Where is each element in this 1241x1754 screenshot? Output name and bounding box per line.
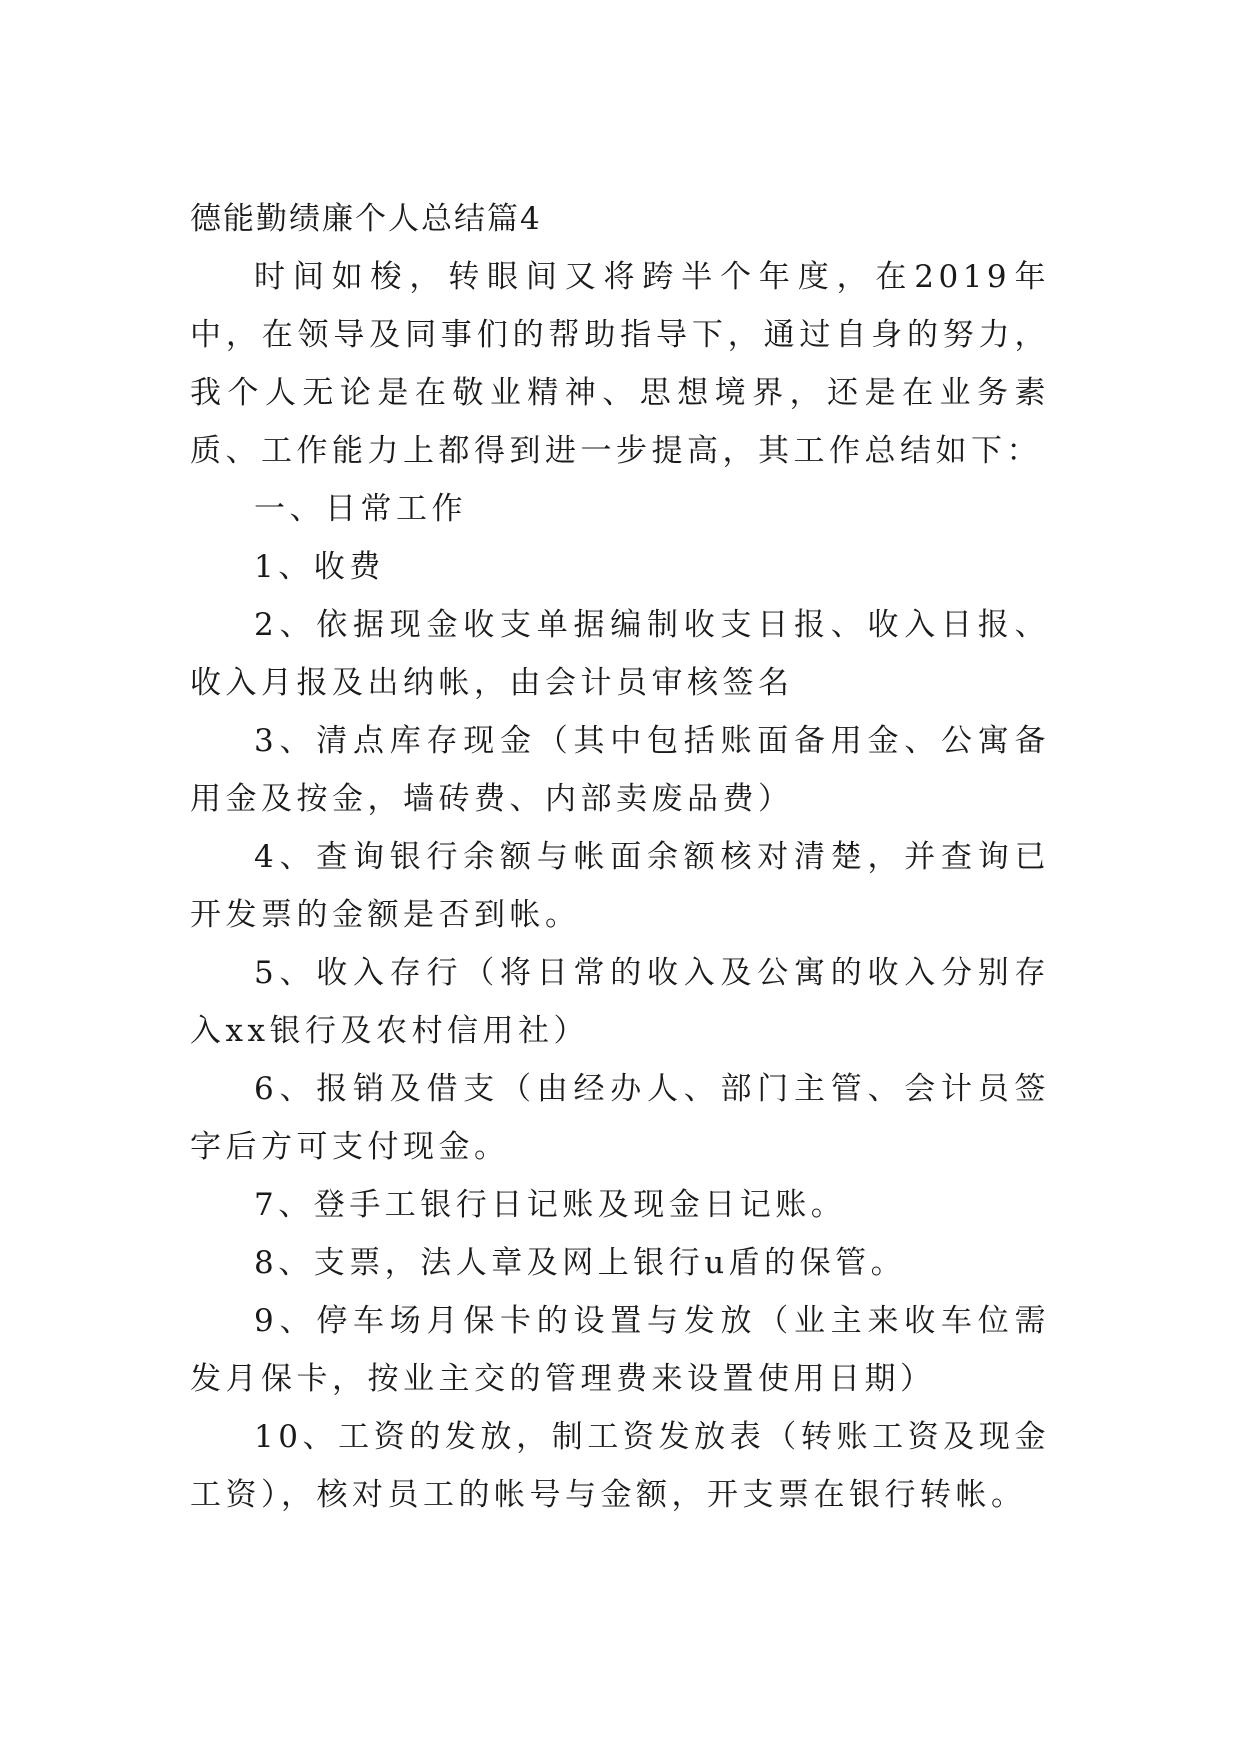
list-item: 7、登手工银行日记账及现金日记账。 xyxy=(254,1187,847,1223)
list-item: 4、查询银行余额与帐面余额核对清楚，并查询已开发票的金额是否到帐。 xyxy=(190,839,1050,933)
document-page xyxy=(190,190,1050,1524)
list-item: 3、清点库存现金（其中包括账面备用金、公寓备用金及按金，墙砖费、内部卖废品费） xyxy=(190,723,1050,817)
list-item: 1、收费 xyxy=(254,549,385,585)
section-heading-daily-work: 一、日常工作 xyxy=(254,491,467,527)
list-item: 9、停车场月保卡的设置与发放（业主来收车位需发月保卡，按业主交的管理费来设置使用日期） xyxy=(190,1303,1050,1397)
list-item: 6、报销及借支（由经办人、部门主管、会计员签字后方可支付现金。 xyxy=(190,1071,1050,1165)
list-item: 2、依据现金收支单据编制收支日报、收入日报、收入月报及出纳帐，由会计员审核签名 xyxy=(190,607,1050,701)
list-item: 5、收入存行（将日常的收入及公寓的收入分别存入xx银行及农村信用社） xyxy=(190,955,1050,1049)
list-item: 10、工资的发放，制工资发放表（转账工资及现金工资），核对员工的帐号与金额，开支票在银行转帐。 xyxy=(190,1419,1050,1513)
list-item: 8、支票，法人章及网上银行u盾的保管。 xyxy=(254,1245,907,1281)
document-title: 德能勤绩廉个人总结篇4 xyxy=(190,201,542,237)
paragraph-intro: 时间如梭，转眼间又将跨半个年度，在2019年中，在领导及同事们的帮助指导下，通过自身的努力，我个人无论是在敬业精神、思想境界，还是在业务素质、工作能力上都得到进一步提高，其工作总结如下： xyxy=(190,259,1050,469)
